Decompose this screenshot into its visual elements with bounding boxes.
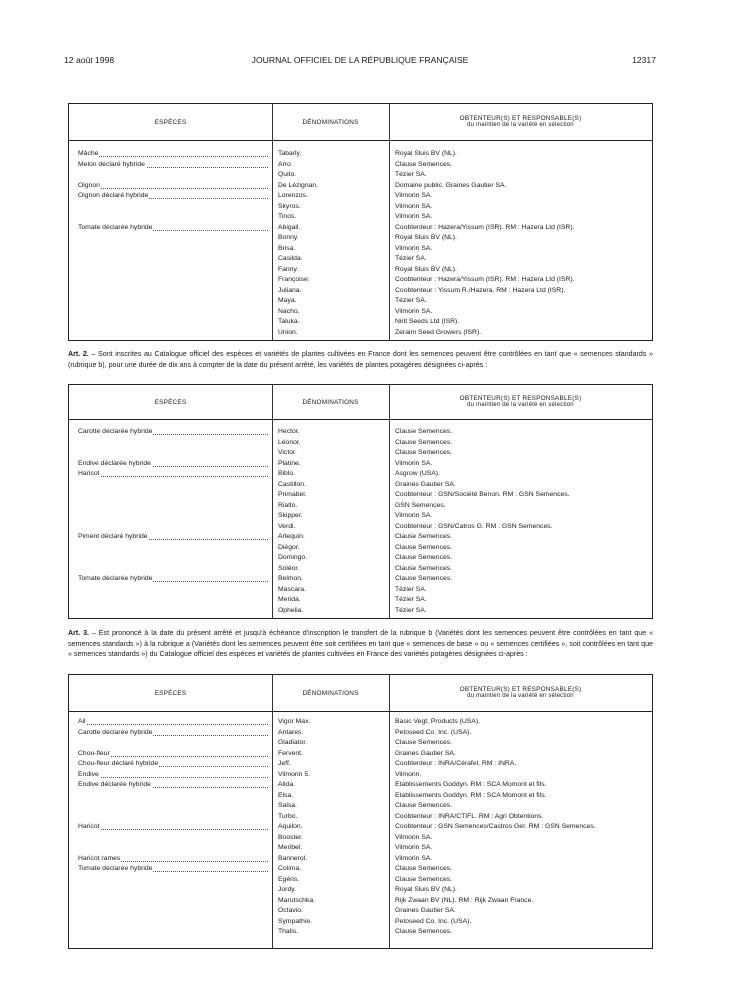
table-row [69, 585, 652, 596]
table-row [69, 480, 652, 491]
obtenteur-cell: Clause Semences. [395, 543, 453, 551]
obtenteur-cell: Tézier SA. [395, 596, 427, 603]
obtenteur-cell: Vilmorin SA. [395, 192, 433, 199]
denomination-cell: Arro. [278, 160, 293, 168]
obtenteur-cell: Clause Semences. [395, 533, 453, 540]
denomination-cell: Hector. [278, 428, 300, 435]
table-header [69, 385, 652, 420]
denomination-cell: Tinos. [278, 213, 297, 220]
denomination-cell: Fanny. [278, 265, 299, 273]
table-row [69, 317, 652, 328]
denomination-cell: Jordy. [278, 886, 297, 893]
column-header-obtenteurs [389, 104, 652, 140]
denomination-cell: Alida. [278, 781, 296, 788]
espece-label: Haricot rames [78, 854, 121, 862]
denomination-cell: Gladiator. [278, 739, 308, 746]
espece-label: Chou-fleur [78, 749, 110, 757]
table-row [69, 759, 652, 770]
espece-cell [78, 459, 268, 470]
denomination-cell: Salsa. [278, 802, 297, 809]
obtenteur-cell: Rijk Zwaan BV (NL). RM : Rijk Zwaan France. [395, 896, 534, 904]
table-row [69, 812, 652, 823]
table-row [69, 822, 652, 833]
obtenteur-cell: Royal Sluis BV (NL). [395, 234, 457, 241]
espece-label: Haricot [78, 470, 100, 477]
espece-cell [78, 427, 268, 438]
espece-cell [78, 749, 268, 760]
denomination-cell: Quito. [278, 171, 297, 178]
denomination-cell: Bonny. [278, 234, 299, 241]
page-header [64, 55, 656, 69]
denomination-cell: Meribel. [278, 844, 303, 851]
espece-cell [78, 149, 268, 160]
obtenteur-cell: Vilmorin SA. [395, 213, 433, 220]
article-3-label: Art. 3. [68, 629, 90, 637]
denomination-cell: Union. [278, 328, 298, 336]
column-header-obtenteurs-subtitle: du maintien de la variété en sélection [467, 402, 574, 408]
espece-cell [78, 223, 268, 234]
denomination-cell: Aquilon. [278, 823, 303, 830]
espece-label: Ail [78, 718, 86, 725]
denomination-cell: Skyros. [278, 202, 301, 210]
denomination-cell: Soléor. [278, 564, 300, 572]
table-row [69, 149, 652, 160]
header-title: JOURNAL OFFICIEL DE LA RÉPUBLIQUE FRANÇAISE [251, 55, 469, 65]
denomination-cell: Nacho. [278, 307, 300, 315]
espece-label: Chou-fleur déclaré hybride [78, 760, 159, 767]
espece-cell [78, 864, 268, 875]
table-row [69, 254, 652, 265]
table-row [69, 770, 652, 781]
table-row [69, 717, 652, 728]
table-row [69, 885, 652, 896]
obtenteur-cell: Clause Semences. [395, 875, 453, 883]
table-row [69, 553, 652, 564]
obtenteur-cell: Vilmorin. [395, 770, 422, 778]
espece-label: Melon déclaré hybride [78, 160, 145, 168]
obtenteur-cell: Vilmorin SA. [395, 854, 433, 862]
column-header-especes: ESPÈCES [154, 118, 187, 126]
denomination-cell: Thalis. [278, 928, 299, 935]
table-row [69, 490, 652, 501]
table-row [69, 854, 652, 865]
obtenteur-cell: Coobtenteur : GSN/Société Benon. RM : GSN Semences. [395, 491, 570, 498]
espece-label: Tomate déclarée hybride [78, 575, 153, 582]
obtenteur-cell: Clause Semences. [395, 428, 453, 435]
espece-label: Carotte déclarée hybride [78, 428, 153, 435]
dot-leader [78, 188, 268, 189]
table-row [69, 864, 652, 875]
table-row [69, 801, 652, 812]
obtenteur-cell: Nirit Seeds Ltd (ISR). [395, 318, 460, 325]
obtenteur-cell: Clause Semences. [395, 160, 453, 168]
obtenteur-cell: Vilmorin SA. [395, 512, 433, 519]
table-row [69, 328, 652, 339]
espece-label: Tomate déclarée hybride [78, 223, 153, 231]
denomination-cell: Vilmorin 5. [278, 770, 310, 778]
denomination-cell: Rialto. [278, 501, 298, 509]
obtenteur-cell: Graines Gautier SA. [395, 749, 456, 757]
obtenteur-cell: Coobtenteur : GSN/Catros G. RM : GSN Semences. [395, 522, 553, 530]
dot-leader [78, 476, 268, 477]
table-row [69, 170, 652, 181]
denomination-cell: Vigor Max. [278, 718, 311, 725]
table-row [69, 265, 652, 276]
obtenteur-cell: Coobtenteur : Yissum R./Hazera. RM : Hazera Ltd (ISR). [395, 286, 566, 294]
denomination-cell: De Lézignan. [278, 181, 319, 189]
denomination-cell: Fervent. [278, 749, 303, 757]
obtenteur-cell: Etablissements Goddyn. RM : SCA Momont et fils. [395, 791, 547, 799]
obtenteur-cell: Zeraim Seed Growers (ISR). [395, 328, 482, 336]
table-row [69, 543, 652, 554]
espece-cell [78, 770, 268, 781]
table-row [69, 202, 652, 213]
obtenteur-cell: Clause Semences. [395, 564, 453, 572]
table-row [69, 438, 652, 449]
denomination-cell: Marutschka. [278, 896, 316, 904]
table-row [69, 459, 652, 470]
denomination-cell: Castillon. [278, 480, 306, 488]
obtenteur-cell: Tézier SA. [395, 297, 427, 304]
denomination-cell: Belmon. [278, 575, 303, 582]
espece-cell [78, 181, 268, 192]
obtenteur-cell: Vilmorin SA. [395, 244, 433, 252]
obtenteur-cell: Clause Semences. [395, 802, 453, 809]
denomination-cell: Verdi. [278, 522, 296, 530]
denomination-cell: Elsa. [278, 791, 294, 799]
obtenteur-cell: Etablissements Goddyn. RM : SCA Momont et fils. [395, 781, 547, 788]
table-row [69, 728, 652, 739]
obtenteur-cell: Vilmorin SA. [395, 307, 433, 315]
table-row [69, 917, 652, 928]
article-2-text: – Sont inscrites au Catalogue officiel des espèces et variétés de plantes cultivées en France dont les semences peuvent être contrôlées en tant que « semences standards » (rubrique b), pour une durée de dix ans à compter de la date du présent arrêté, les variétés de plantes potagères désignées ci-après : [68, 350, 654, 369]
obtenteur-cell: Graines Gautier SA. [395, 480, 456, 488]
espece-cell [78, 574, 268, 585]
obtenteur-cell: Tézier SA. [395, 585, 427, 593]
espece-cell [78, 469, 268, 480]
denomination-cell: Booster. [278, 833, 303, 841]
espece-cell [78, 532, 268, 543]
denomination-cell: Jeff. [278, 760, 291, 767]
denomination-cell: Léonor. [278, 438, 301, 446]
obtenteur-cell: Clause Semences. [395, 928, 453, 935]
denomination-cell: Skipper. [278, 512, 303, 519]
espece-cell [78, 759, 268, 770]
espece-cell [78, 728, 268, 739]
espece-cell [78, 854, 268, 865]
column-header-denominations: DÉNOMINATIONS [302, 118, 359, 126]
table-row [69, 833, 652, 844]
table-row [69, 511, 652, 522]
denomination-cell: Ophelia. [278, 606, 304, 614]
column-header-obtenteurs-title: OBTENTEUR(S) ET RESPONSABLE(S) [459, 685, 582, 693]
column-header-denominations: DÉNOMINATIONS [302, 398, 359, 406]
column-header-obtenteurs [389, 675, 652, 711]
denomination-cell: Maya. [278, 297, 297, 304]
table-row [69, 738, 652, 749]
table-row [69, 843, 652, 854]
table-row [69, 448, 652, 459]
denomination-cell: Octavio. [278, 907, 303, 914]
espece-cell [78, 191, 268, 202]
table-3 [68, 674, 653, 949]
dot-leader [78, 777, 268, 778]
denomination-cell: Lorenzos. [278, 192, 308, 199]
obtenteur-cell: Vilmorin SA. [395, 833, 433, 841]
obtenteur-cell: Clause Semences. [395, 575, 453, 582]
table-row [69, 223, 652, 234]
dot-leader [78, 156, 268, 157]
obtenteur-cell: Petoseed Co. Inc. (USA). [395, 917, 472, 925]
table-2 [68, 384, 653, 619]
espece-cell [78, 717, 268, 728]
table-row [69, 307, 652, 318]
table-row [69, 522, 652, 533]
article-2-label: Art. 2. [68, 350, 89, 358]
obtenteur-cell: Coobtenteur : INRA/Cérafel. RM : INRA. [395, 760, 517, 767]
header-date: 12 août 1998 [64, 55, 115, 65]
denomination-cell: Platine. [278, 459, 301, 467]
obtenteur-cell: Clause Semences. [395, 554, 453, 561]
denomination-cell: Turbo. [278, 812, 298, 820]
column-header-obtenteurs-subtitle: du maintien de la variété en sélection [467, 122, 574, 128]
obtenteur-cell: Vilmorin SA. [395, 459, 433, 467]
table-row [69, 606, 652, 617]
denomination-cell: Merida. [278, 596, 301, 603]
article-3 [68, 628, 653, 660]
denomination-cell: Egéris. [278, 875, 300, 883]
obtenteur-cell: Tézier SA. [395, 171, 427, 178]
obtenteur-cell: Royal Sluis BV (NL). [395, 265, 457, 273]
table-row [69, 286, 652, 297]
denomination-cell: Françoise. [278, 276, 310, 283]
obtenteur-cell: Vilmorin SA. [395, 202, 433, 210]
table-row [69, 791, 652, 802]
espece-cell [78, 822, 268, 833]
denomination-cell: Brisa. [278, 244, 296, 252]
table-row [69, 427, 652, 438]
table-row [69, 212, 652, 223]
table-row [69, 780, 652, 791]
denomination-cell: Casilda. [278, 255, 303, 262]
obtenteur-cell: Clause Semences. [395, 739, 453, 746]
espece-label: Endive déclarée hybride [78, 781, 151, 788]
column-header-obtenteurs-title: OBTENTEUR(S) ET RESPONSABLE(S) [459, 114, 582, 122]
denomination-cell: Antares. [278, 728, 304, 736]
espece-label: Mâche [78, 150, 99, 157]
dot-leader [78, 724, 268, 725]
obtenteur-cell: Royal Sluis BV (NL). [395, 150, 457, 157]
table-header [69, 104, 652, 141]
column-header-denominations: DÉNOMINATIONS [302, 689, 359, 697]
denomination-cell: Juliana. [278, 286, 302, 294]
obtenteur-cell: Clause Semences. [395, 438, 453, 446]
espece-label: Oignon [78, 181, 100, 189]
column-header-especes: ESPÈCES [154, 398, 187, 406]
column-header-obtenteurs-subtitle: du maintien de la variété en sélection [467, 693, 574, 699]
table-row [69, 191, 652, 202]
denomination-cell: Taluka. [278, 318, 300, 325]
table-row [69, 296, 652, 307]
article-2 [68, 349, 653, 370]
table-row [69, 181, 652, 192]
espece-label: Haricot [78, 823, 100, 830]
table-row [69, 160, 652, 171]
obtenteur-cell: GSN Semences. [395, 501, 446, 509]
denomination-cell: Sympathie. [278, 917, 313, 925]
column-header-obtenteurs-title: OBTENTEUR(S) ET RESPONSABLE(S) [459, 394, 582, 402]
denomination-cell: Tabarly. [278, 150, 302, 157]
table-row [69, 906, 652, 917]
table-row [69, 896, 652, 907]
obtenteur-cell: Asgrow (USA). [395, 470, 440, 477]
table-row [69, 469, 652, 480]
obtenteur-cell: Basic Vegt. Products (USA). [395, 718, 480, 725]
table-row [69, 532, 652, 543]
table-row [69, 749, 652, 760]
denomination-cell: Arlequin. [278, 533, 305, 540]
obtenteur-cell: Clause Semences. [395, 865, 453, 872]
denomination-cell: Diégor. [278, 543, 300, 551]
table-row [69, 875, 652, 886]
obtenteur-cell: Tézier SA. [395, 255, 427, 262]
obtenteur-cell: Coobtenteur : Hazera/Yissum (ISR). RM : Hazera Ltd (ISR). [395, 223, 575, 231]
table-row [69, 927, 652, 938]
denomination-cell: Abigail. [278, 223, 301, 231]
article-3-text: – Est prononcé à la date du présent arrêté et jusqu'à échéance d'inscription le transfert de la rubrique b (Variétés dont les semences peuvent être contrôlées en tant que « semences standards ») à la rubrique a (Variétés dont les semences peuvent être soit certifiées en tant que « semences de base » ou « semences certifiées », soit contrôlées en tant que « semences standards ») du Catalogue officiel des espèces et variétés de plantes cultivées en France des variétés potagères désignées ci-après : [68, 629, 654, 659]
obtenteur-cell: Coobtenteur : GSN Semences/Castros Ger. RM : GSN Semences. [395, 823, 596, 830]
denomination-cell: Mascara. [278, 585, 306, 593]
espece-cell [78, 780, 268, 791]
table-row [69, 233, 652, 244]
obtenteur-cell: Royal Sluis BV (NL). [395, 886, 457, 893]
denomination-cell: Domingo. [278, 554, 308, 561]
espece-label: Piment déclaré hybride [78, 533, 148, 540]
denomination-cell: Colima. [278, 865, 302, 872]
obtenteur-cell: Tézier SA. [395, 606, 427, 614]
table-row [69, 564, 652, 575]
denomination-cell: Victor. [278, 449, 297, 456]
table-row [69, 574, 652, 585]
espece-label: Oignon déclaré hybride [78, 192, 149, 199]
obtenteur-cell: Clause Semences. [395, 449, 453, 456]
table-header [69, 675, 652, 712]
table-1 [68, 103, 653, 341]
espece-label: Endive [78, 770, 99, 778]
espece-cell [78, 160, 268, 171]
obtenteur-cell: Graines Gautier SA. [395, 907, 456, 914]
obtenteur-cell: Petoseed Co. Inc. (USA). [395, 728, 472, 736]
table-row [69, 501, 652, 512]
column-header-especes: ESPÈCES [154, 689, 187, 697]
obtenteur-cell: Coobtenteur : INRA/CTIFL. RM : Agri Obtentions. [395, 812, 544, 820]
obtenteur-cell: Coobtenteur : Hazera/Yissum (ISR). RM : Hazera Ltd (ISR). [395, 276, 575, 283]
denomination-cell: Primabel. [278, 491, 307, 498]
espece-label: Carotte déclarée hybride [78, 728, 153, 736]
obtenteur-cell: Vilmorin SA. [395, 844, 433, 851]
header-page-number: 12317 [632, 55, 656, 65]
table-row [69, 275, 652, 286]
column-header-obtenteurs [389, 385, 652, 419]
espece-label: Tomate déclarée hybride [78, 865, 153, 872]
denomination-cell: Bannerol. [278, 854, 308, 862]
espece-label: Endive déclarée hybride [78, 459, 151, 467]
obtenteur-cell: Domaine public. Graines Gautier SA. [395, 181, 507, 189]
dot-leader [78, 829, 268, 830]
table-row [69, 595, 652, 606]
denomination-cell: Biblo. [278, 470, 296, 477]
table-row [69, 244, 652, 255]
